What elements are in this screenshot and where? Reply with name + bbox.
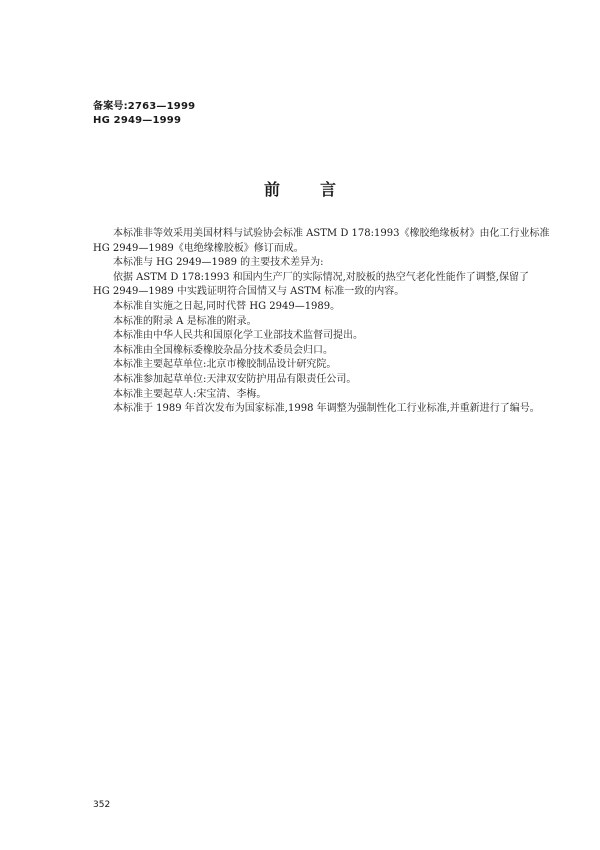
paragraph-8: 本标准主要起草单位:北京市橡胶制品设计研究院。 bbox=[113, 359, 337, 371]
paragraph-3-line-2: HG 2949—1989 中实践证明符合国情又与 ASTM 标准一致的内容。 bbox=[93, 286, 405, 298]
paragraph-2: 本标准与 HG 2949—1989 的主要技术差异为: bbox=[113, 257, 324, 269]
page-number: 352 bbox=[93, 800, 111, 810]
paragraph-11: 本标准于 1989 年首次发布为国家标准,1998 年调整为强制性化工行业标准,并重新进行了编号。 bbox=[113, 403, 540, 415]
paragraph-7: 本标准由全国橡标委橡胶杂品分技术委员会归口。 bbox=[113, 344, 333, 356]
paragraph-6: 本标准由中华人民共和国原化学工业部技术监督司提出。 bbox=[113, 330, 363, 342]
paragraph-10: 本标准主要起草人:宋宝清、李梅。 bbox=[113, 388, 267, 400]
standard-code: HG 2949—1999 bbox=[93, 115, 182, 126]
paragraph-3-line-1: 依据 ASTM D 178:1993 和国内生产厂的实际情况,对胶板的热空气老化性能作了调整,保留了 bbox=[113, 271, 529, 283]
foreword-body bbox=[93, 227, 553, 417]
paragraph-4: 本标准自实施之日起,同时代替 HG 2949—1989。 bbox=[113, 300, 341, 312]
record-number: 备案号:2763—1999 bbox=[93, 101, 196, 112]
paragraph-1-line-1: 本标准非等效采用美国材料与试验协会标准 ASTM D 178:1993《橡胶绝缘板材》由化工行业标准 bbox=[113, 228, 550, 239]
paragraph-1-line-2: HG 2949—1989《电绝缘橡胶板》修订而成。 bbox=[93, 242, 304, 254]
paragraph-5: 本标准的附录 A 是标准的附录。 bbox=[113, 315, 257, 327]
document-header bbox=[93, 100, 195, 128]
page-title: 前言 bbox=[263, 180, 376, 199]
paragraph-9: 本标准参加起草单位:天津双安防护用品有限责任公司。 bbox=[113, 373, 357, 385]
